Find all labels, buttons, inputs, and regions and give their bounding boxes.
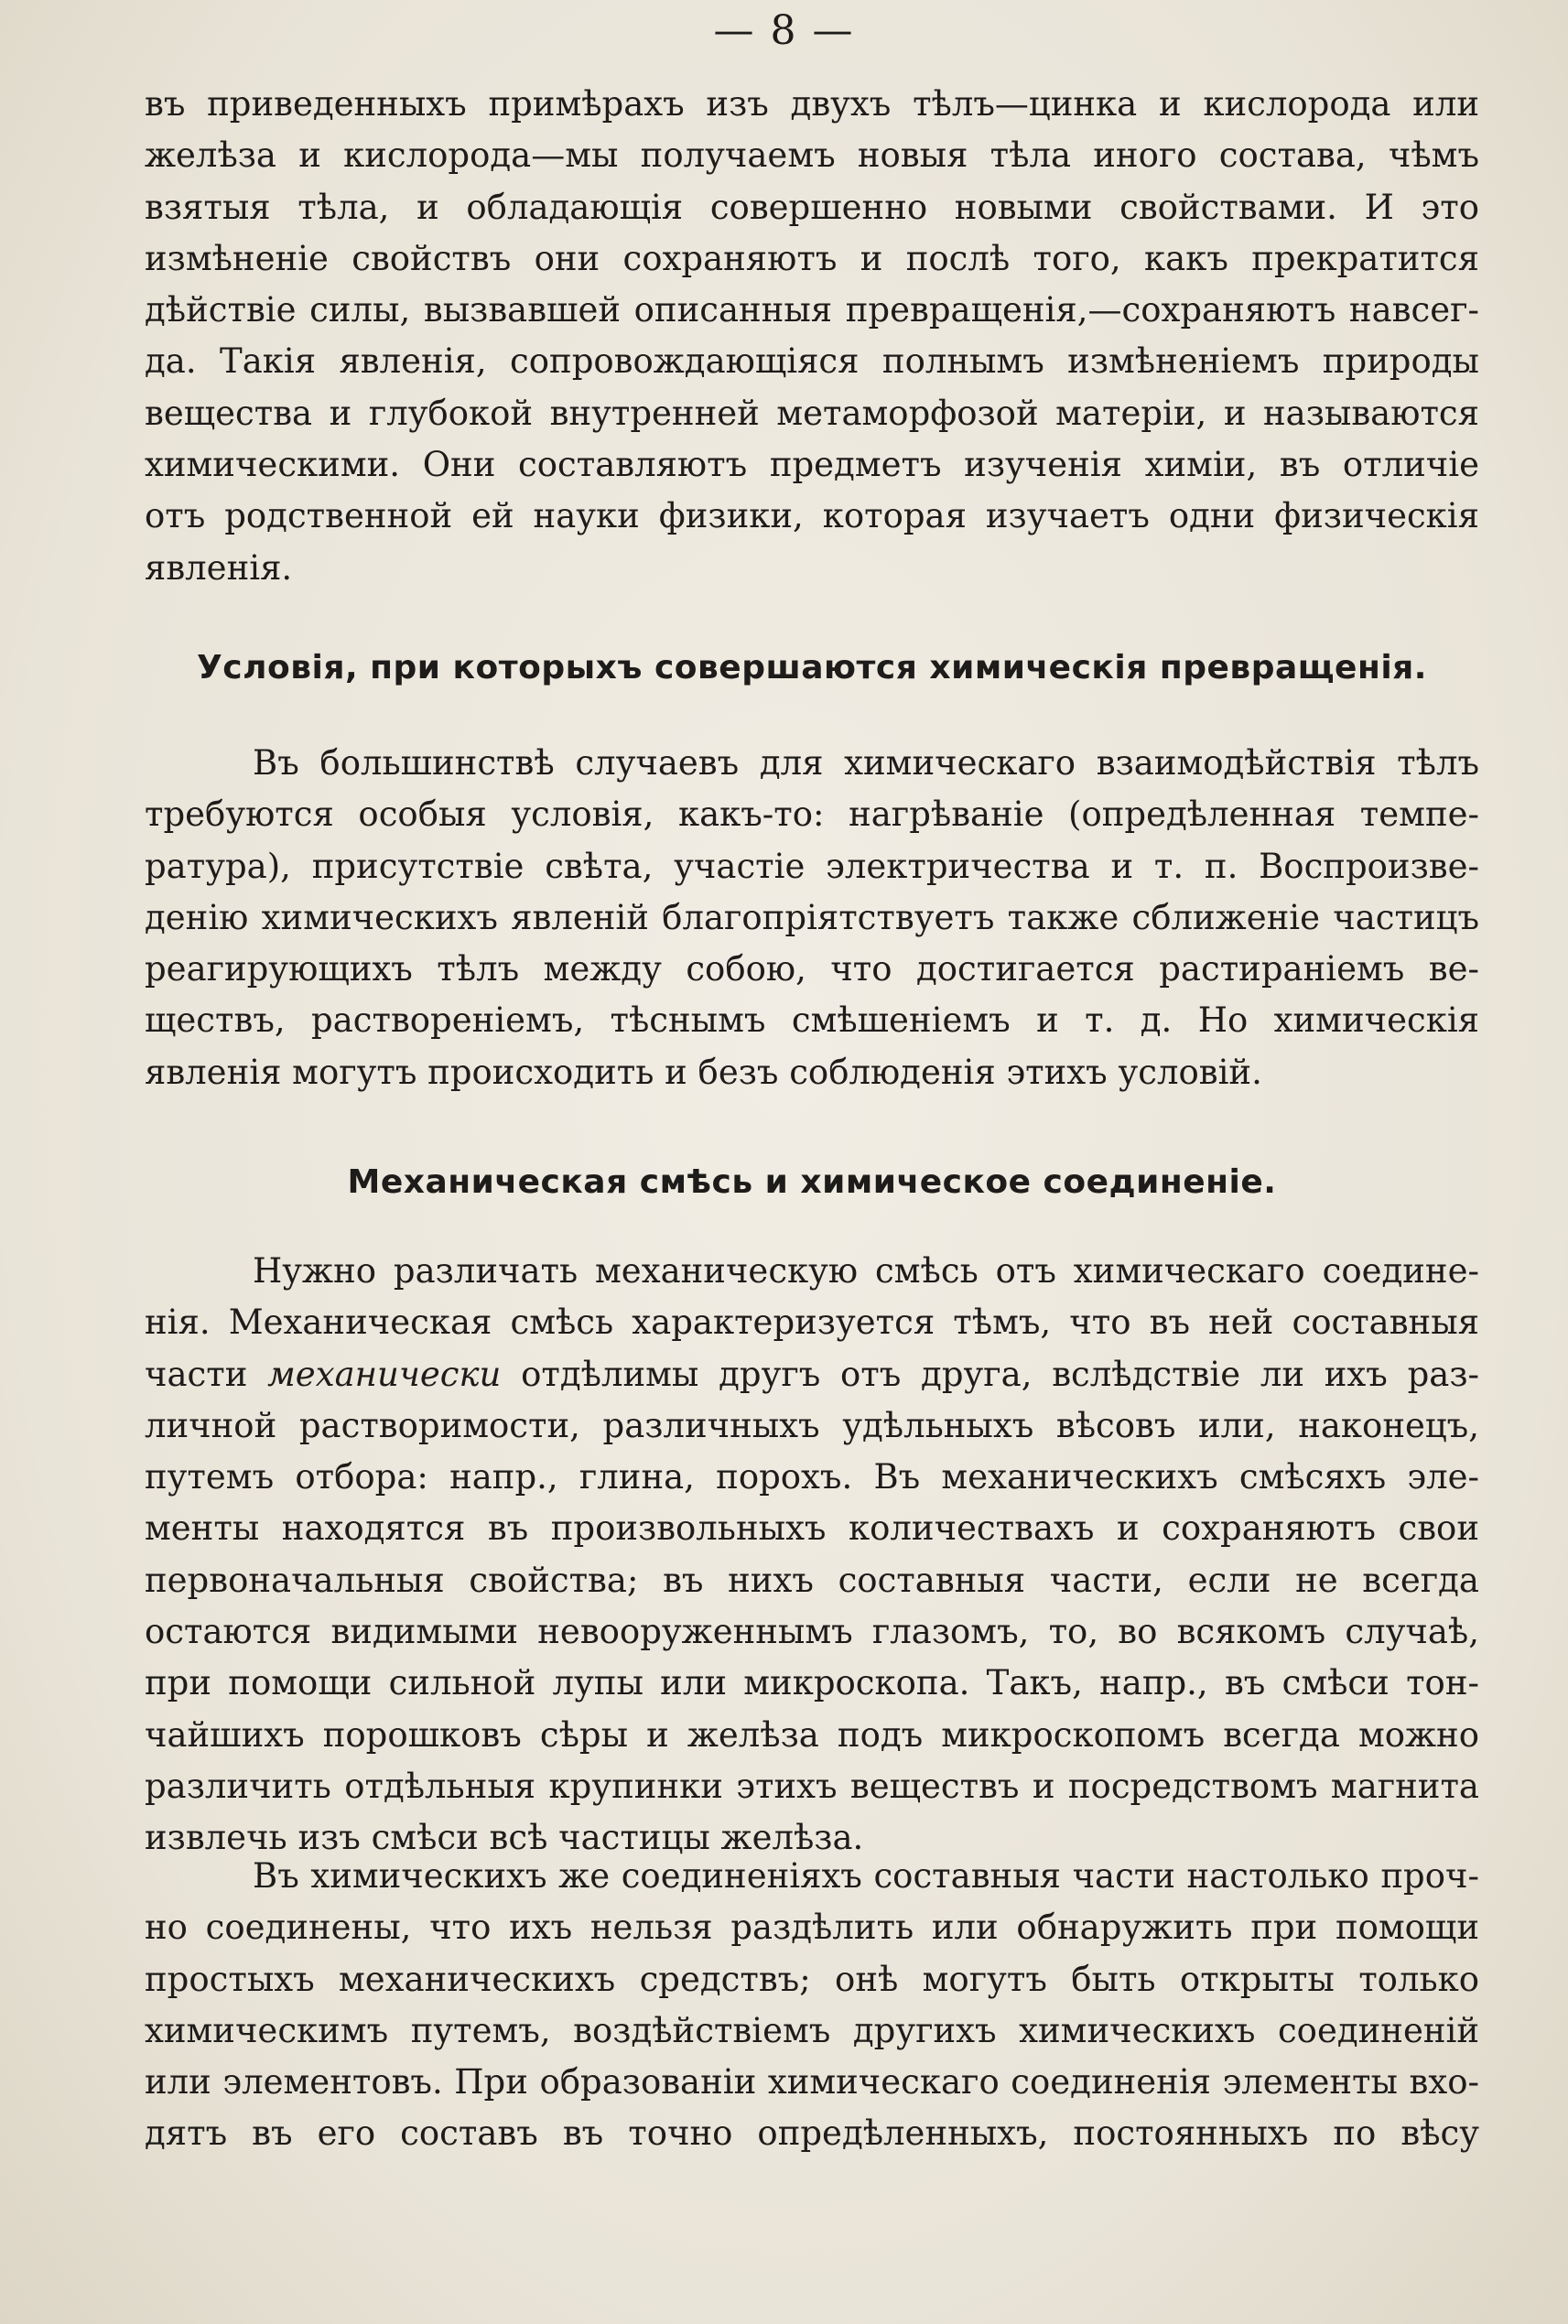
section-heading-conditions: Условія, при которыхъ совершаются химическія превращенія. <box>197 649 1427 686</box>
text-line: путемъ отбора: напр., глина, порохъ. Въ механическихъ смѣсяхъ эле- <box>145 1457 1479 1497</box>
text-line: денію химическихъ явленій благопріятствуетъ также сближеніе частицъ <box>145 897 1479 937</box>
text-line: химическимъ путемъ, воздѣйствіемъ другихъ химическихъ соединеній <box>145 2010 1479 2050</box>
line-start: части <box>145 1354 268 1394</box>
text-line: при помощи сильной лупы или микроскопа. Такъ, напр., въ смѣси тон- <box>145 1663 1479 1703</box>
text-line: Въ химическихъ же соединеніяхъ составныя части настолько проч- <box>253 1856 1479 1896</box>
text-line: остаются видимыми невооруженнымъ глазомъ, то, во всякомъ случаѣ, <box>145 1612 1479 1652</box>
text-line: требуются особыя условія, какъ-то: нагрѣваніе (опредѣленная темпе- <box>145 794 1479 835</box>
text-line: дятъ въ его составъ въ точно опредѣленныхъ, постоянныхъ по вѣсу <box>145 2113 1479 2154</box>
text-line: явленія. <box>145 547 293 588</box>
page-number: — 8 — <box>713 7 855 54</box>
section-heading-mixture: Механическая смѣсь и химическое соединеніе. <box>347 1163 1277 1201</box>
text-line: явленія могутъ происходить и безъ соблюденія этихъ условій. <box>145 1052 1262 1092</box>
text-line: дѣйствіе силы, вызвавшей описанныя превращенія,—сохраняютъ навсег- <box>145 290 1479 330</box>
text-line: вещества и глубокой внутренней метаморфозой матеріи, и называются <box>145 393 1479 433</box>
text-line-with-emphasis <box>145 1349 1479 1400</box>
text-line: простыхъ механическихъ средствъ; онѣ могутъ быть открыты только <box>145 1959 1479 1999</box>
text-line: первоначальныя свойства; въ нихъ составныя части, если не всегда <box>145 1560 1479 1600</box>
text-line: реагирующихъ тѣлъ между собою, что достигается растираніемъ ве- <box>145 949 1479 989</box>
line-end: отдѣлимы другъ отъ друга, вслѣдствіе ли ихъ раз- <box>501 1354 1479 1394</box>
text-line: измѣненіе свойствъ они сохраняютъ и послѣ того, какъ прекратится <box>145 238 1479 278</box>
text-line: но соединены, что ихъ нельзя раздѣлить или обнаружить при помощи <box>145 1908 1479 1948</box>
text-line: ратура), присутствіе свѣта, участіе электричества и т. п. Воспроизве- <box>145 846 1479 886</box>
text-line: химическими. Они составляютъ предметъ изученія химіи, въ отличіе <box>145 445 1479 485</box>
text-line: личной растворимости, различныхъ удѣльныхъ вѣсовъ или, наконецъ, <box>145 1405 1479 1445</box>
text-line: чайшихъ порошковъ сѣры и желѣза подъ микроскопомъ всегда можно <box>145 1714 1479 1755</box>
paragraph-4 <box>145 1851 1479 2160</box>
text-line: или элементовъ. При образованіи химическаго соединенія элементы вхо- <box>145 2062 1479 2102</box>
text-line: различить отдѣльныя крупинки этихъ веществъ и посредствомъ магнита <box>145 1766 1479 1806</box>
text-line: отъ родственной ей науки физики, которая изучаетъ одни физическія <box>145 496 1479 536</box>
paragraph-3 <box>145 1246 1479 1865</box>
text-line: извлечь изъ смѣси всѣ частицы желѣза. <box>145 1818 864 1858</box>
text-line: ществъ, раствореніемъ, тѣснымъ смѣшеніемъ и т. д. Но химическія <box>145 1000 1479 1041</box>
text-line: да. Такія явленія, сопровождающіяся полнымъ измѣненіемъ природы <box>145 341 1479 382</box>
text-line: взятыя тѣла, и обладающія совершенно новыми свойствами. И это <box>145 187 1479 227</box>
text-line: нія. Механическая смѣсь характеризуется тѣмъ, что въ ней составныя <box>145 1303 1479 1343</box>
paragraph-1 <box>145 79 1479 594</box>
text-line: желѣза и кислорода—мы получаемъ новыя тѣла иного состава, чѣмъ <box>145 135 1479 176</box>
paragraph-2 <box>145 738 1479 1098</box>
emphasized-word: механически <box>267 1354 502 1394</box>
text-line: Въ большинствѣ случаевъ для химическаго взаимодѣйствія тѣлъ <box>253 743 1479 783</box>
text-line: въ приведенныхъ примѣрахъ изъ двухъ тѣлъ—цинка и кислорода или <box>145 84 1479 124</box>
text-line: Нужно различать механическую смѣсь отъ химическаго соедине- <box>253 1251 1479 1291</box>
text-line: менты находятся въ произвольныхъ количествахъ и сохраняютъ свои <box>145 1508 1479 1549</box>
